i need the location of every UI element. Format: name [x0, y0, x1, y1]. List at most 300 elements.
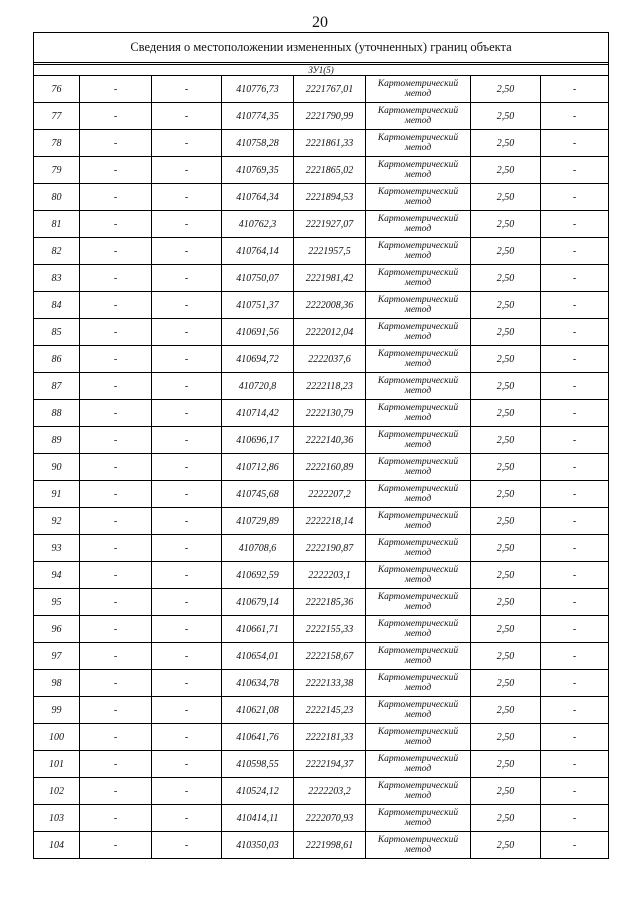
method-line-2: метод	[404, 89, 432, 99]
x-coordinate-cell: 410762,3	[222, 211, 294, 238]
accuracy-cell: 2,50	[471, 292, 541, 319]
col3-cell: -	[152, 670, 222, 697]
y-coordinate-cell: 2222218,14	[294, 508, 366, 535]
method-line-1: Картометрический	[377, 781, 459, 791]
accuracy-cell: 2,50	[471, 751, 541, 778]
col3-cell: -	[152, 373, 222, 400]
accuracy-cell: 2,50	[471, 157, 541, 184]
col2-cell: -	[80, 697, 152, 724]
method-text	[366, 187, 470, 207]
table-row	[34, 535, 609, 562]
table-row	[34, 562, 609, 589]
accuracy-cell: 2,50	[471, 400, 541, 427]
method-text	[366, 133, 470, 153]
col2-cell: -	[80, 238, 152, 265]
col2-cell: -	[80, 265, 152, 292]
point-number-cell: 93	[34, 535, 80, 562]
y-coordinate-cell: 2222181,33	[294, 724, 366, 751]
x-coordinate-cell: 410751,37	[222, 292, 294, 319]
accuracy-cell: 2,50	[471, 454, 541, 481]
col3-cell: -	[152, 319, 222, 346]
col9-cell: -	[541, 238, 609, 265]
method-text	[366, 511, 470, 531]
method-line-2: метод	[404, 170, 432, 180]
accuracy-cell: 2,50	[471, 481, 541, 508]
y-coordinate-cell: 2222207,2	[294, 481, 366, 508]
col2-cell: -	[80, 832, 152, 859]
col2-cell: -	[80, 103, 152, 130]
page-number: 20	[312, 14, 328, 31]
table-row	[34, 670, 609, 697]
table-row	[34, 454, 609, 481]
table-row	[34, 697, 609, 724]
method-line-1: Картометрический	[377, 484, 459, 494]
y-coordinate-cell: 2221767,01	[294, 76, 366, 103]
col3-cell: -	[152, 535, 222, 562]
table-row	[34, 373, 609, 400]
col9-cell: -	[541, 697, 609, 724]
y-coordinate-cell: 2222185,36	[294, 589, 366, 616]
y-coordinate-cell: 2222140,36	[294, 427, 366, 454]
table-row	[34, 724, 609, 751]
col9-cell: -	[541, 346, 609, 373]
method-line-2: метод	[404, 494, 432, 504]
point-number-cell: 103	[34, 805, 80, 832]
y-coordinate-cell: 2222160,89	[294, 454, 366, 481]
col9-cell: -	[541, 643, 609, 670]
method-cell	[366, 76, 471, 103]
table-row	[34, 427, 609, 454]
method-cell	[366, 238, 471, 265]
method-cell	[366, 535, 471, 562]
col2-cell: -	[80, 670, 152, 697]
point-number-cell: 91	[34, 481, 80, 508]
col9-cell: -	[541, 76, 609, 103]
method-line-1: Картометрический	[377, 268, 459, 278]
col2-cell: -	[80, 508, 152, 535]
col9-cell: -	[541, 454, 609, 481]
method-line-2: метод	[404, 359, 432, 369]
point-number-cell: 76	[34, 76, 80, 103]
method-line-1: Картометрический	[377, 295, 459, 305]
method-text	[366, 403, 470, 423]
col9-cell: -	[541, 778, 609, 805]
point-number-cell: 81	[34, 211, 80, 238]
table-row	[34, 751, 609, 778]
x-coordinate-cell: 410729,89	[222, 508, 294, 535]
point-number-cell: 94	[34, 562, 80, 589]
method-line-2: метод	[404, 656, 432, 666]
method-line-2: метод	[404, 251, 432, 261]
x-coordinate-cell: 410524,12	[222, 778, 294, 805]
col2-cell: -	[80, 211, 152, 238]
method-line-1: Картометрический	[377, 700, 459, 710]
method-cell	[366, 130, 471, 157]
table-row	[34, 184, 609, 211]
col3-cell: -	[152, 427, 222, 454]
point-number-cell: 80	[34, 184, 80, 211]
x-coordinate-cell: 410598,55	[222, 751, 294, 778]
point-number-cell: 92	[34, 508, 80, 535]
method-text	[366, 835, 470, 855]
method-text	[366, 484, 470, 504]
method-cell	[366, 508, 471, 535]
accuracy-cell: 2,50	[471, 211, 541, 238]
y-coordinate-cell: 2221981,42	[294, 265, 366, 292]
method-line-2: метод	[404, 413, 432, 423]
x-coordinate-cell: 410714,42	[222, 400, 294, 427]
method-cell	[366, 778, 471, 805]
accuracy-cell: 2,50	[471, 805, 541, 832]
col9-cell: -	[541, 508, 609, 535]
col3-cell: -	[152, 76, 222, 103]
point-number-cell: 100	[34, 724, 80, 751]
method-line-1: Картометрический	[377, 619, 459, 629]
accuracy-cell: 2,50	[471, 832, 541, 859]
accuracy-cell: 2,50	[471, 670, 541, 697]
y-coordinate-cell: 2222130,79	[294, 400, 366, 427]
accuracy-cell: 2,50	[471, 130, 541, 157]
col3-cell: -	[152, 697, 222, 724]
table-row	[34, 157, 609, 184]
point-number-cell: 97	[34, 643, 80, 670]
method-cell	[366, 103, 471, 130]
x-coordinate-cell: 410708,6	[222, 535, 294, 562]
point-number-cell: 95	[34, 589, 80, 616]
method-line-1: Картометрический	[377, 403, 459, 413]
col9-cell: -	[541, 157, 609, 184]
method-cell	[366, 562, 471, 589]
method-line-2: метод	[404, 683, 432, 693]
table-row	[34, 832, 609, 859]
y-coordinate-cell: 2222203,2	[294, 778, 366, 805]
col9-cell: -	[541, 373, 609, 400]
method-line-1: Картометрический	[377, 79, 459, 89]
method-text	[366, 295, 470, 315]
method-line-1: Картометрический	[377, 754, 459, 764]
method-cell	[366, 697, 471, 724]
method-text	[366, 241, 470, 261]
method-text	[366, 781, 470, 801]
x-coordinate-cell: 410350,03	[222, 832, 294, 859]
method-text	[366, 565, 470, 585]
y-coordinate-cell: 2221998,61	[294, 832, 366, 859]
table-row	[34, 778, 609, 805]
point-number-cell: 96	[34, 616, 80, 643]
y-coordinate-cell: 2222012,04	[294, 319, 366, 346]
x-coordinate-cell: 410691,56	[222, 319, 294, 346]
col2-cell: -	[80, 400, 152, 427]
accuracy-cell: 2,50	[471, 562, 541, 589]
col3-cell: -	[152, 454, 222, 481]
table-row	[34, 589, 609, 616]
col9-cell: -	[541, 130, 609, 157]
col9-cell: -	[541, 481, 609, 508]
method-text	[366, 619, 470, 639]
method-cell	[366, 751, 471, 778]
table-row	[34, 265, 609, 292]
point-number-cell: 78	[34, 130, 80, 157]
col3-cell: -	[152, 103, 222, 130]
method-line-2: метод	[404, 548, 432, 558]
x-coordinate-cell: 410694,72	[222, 346, 294, 373]
col3-cell: -	[152, 211, 222, 238]
accuracy-cell: 2,50	[471, 535, 541, 562]
y-coordinate-cell: 2221894,53	[294, 184, 366, 211]
method-line-1: Картометрический	[377, 727, 459, 737]
method-line-1: Картометрический	[377, 133, 459, 143]
col3-cell: -	[152, 346, 222, 373]
method-line-2: метод	[404, 764, 432, 774]
point-number-cell: 77	[34, 103, 80, 130]
table-row	[34, 238, 609, 265]
method-text	[366, 268, 470, 288]
method-line-1: Картометрический	[377, 808, 459, 818]
method-line-2: метод	[404, 332, 432, 342]
accuracy-cell: 2,50	[471, 265, 541, 292]
col9-cell: -	[541, 562, 609, 589]
col2-cell: -	[80, 373, 152, 400]
point-number-cell: 86	[34, 346, 80, 373]
method-line-2: метод	[404, 521, 432, 531]
table-row	[34, 400, 609, 427]
col3-cell: -	[152, 481, 222, 508]
table-row	[34, 319, 609, 346]
x-coordinate-cell: 410764,14	[222, 238, 294, 265]
x-coordinate-cell: 410769,35	[222, 157, 294, 184]
method-cell	[366, 400, 471, 427]
method-line-2: метод	[404, 467, 432, 477]
method-cell	[366, 805, 471, 832]
method-line-1: Картометрический	[377, 457, 459, 467]
accuracy-cell: 2,50	[471, 589, 541, 616]
y-coordinate-cell: 2222194,37	[294, 751, 366, 778]
method-line-1: Картометрический	[377, 349, 459, 359]
x-coordinate-cell: 410758,28	[222, 130, 294, 157]
point-number-cell: 98	[34, 670, 80, 697]
accuracy-cell: 2,50	[471, 427, 541, 454]
col2-cell: -	[80, 535, 152, 562]
table-title: Сведения о местоположении измененных (уточненных) границ объекта	[34, 33, 609, 63]
accuracy-cell: 2,50	[471, 76, 541, 103]
col2-cell: -	[80, 76, 152, 103]
col2-cell: -	[80, 130, 152, 157]
section-label: ЗУ1(5)	[34, 65, 609, 76]
col9-cell: -	[541, 535, 609, 562]
method-line-1: Картометрический	[377, 430, 459, 440]
x-coordinate-cell: 410692,59	[222, 562, 294, 589]
method-line-2: метод	[404, 845, 432, 855]
col2-cell: -	[80, 184, 152, 211]
method-text	[366, 79, 470, 99]
method-text	[366, 808, 470, 828]
col2-cell: -	[80, 481, 152, 508]
col9-cell: -	[541, 832, 609, 859]
y-coordinate-cell: 2221927,07	[294, 211, 366, 238]
col2-cell: -	[80, 346, 152, 373]
method-text	[366, 727, 470, 747]
method-cell	[366, 643, 471, 670]
point-number-cell: 85	[34, 319, 80, 346]
method-line-2: метод	[404, 116, 432, 126]
method-line-1: Картометрический	[377, 592, 459, 602]
col3-cell: -	[152, 400, 222, 427]
method-cell	[366, 157, 471, 184]
accuracy-cell: 2,50	[471, 697, 541, 724]
y-coordinate-cell: 2222158,67	[294, 643, 366, 670]
method-cell	[366, 589, 471, 616]
method-cell	[366, 724, 471, 751]
x-coordinate-cell: 410720,8	[222, 373, 294, 400]
y-coordinate-cell: 2221865,02	[294, 157, 366, 184]
point-number-cell: 88	[34, 400, 80, 427]
col9-cell: -	[541, 292, 609, 319]
point-number-cell: 99	[34, 697, 80, 724]
accuracy-cell: 2,50	[471, 616, 541, 643]
y-coordinate-cell: 2222037,6	[294, 346, 366, 373]
method-line-2: метод	[404, 224, 432, 234]
col2-cell: -	[80, 562, 152, 589]
col3-cell: -	[152, 562, 222, 589]
point-number-cell: 89	[34, 427, 80, 454]
accuracy-cell: 2,50	[471, 778, 541, 805]
method-cell	[366, 265, 471, 292]
table-row	[34, 643, 609, 670]
x-coordinate-cell: 410634,78	[222, 670, 294, 697]
method-line-2: метод	[404, 278, 432, 288]
method-line-1: Картометрический	[377, 673, 459, 683]
col2-cell: -	[80, 157, 152, 184]
method-text	[366, 700, 470, 720]
table-row	[34, 508, 609, 535]
x-coordinate-cell: 410654,01	[222, 643, 294, 670]
method-line-2: метод	[404, 575, 432, 585]
y-coordinate-cell: 2221861,33	[294, 130, 366, 157]
method-text	[366, 376, 470, 396]
method-text	[366, 160, 470, 180]
method-line-2: метод	[404, 197, 432, 207]
point-number-cell: 104	[34, 832, 80, 859]
y-coordinate-cell: 2222145,23	[294, 697, 366, 724]
method-line-2: метод	[404, 305, 432, 315]
col9-cell: -	[541, 400, 609, 427]
col3-cell: -	[152, 643, 222, 670]
method-cell	[366, 481, 471, 508]
col9-cell: -	[541, 589, 609, 616]
x-coordinate-cell: 410776,73	[222, 76, 294, 103]
method-line-2: метод	[404, 386, 432, 396]
y-coordinate-cell: 2222133,38	[294, 670, 366, 697]
table-row	[34, 103, 609, 130]
method-cell	[366, 454, 471, 481]
col3-cell: -	[152, 238, 222, 265]
table-row	[34, 616, 609, 643]
method-text	[366, 457, 470, 477]
method-line-1: Картометрический	[377, 160, 459, 170]
col9-cell: -	[541, 103, 609, 130]
col9-cell: -	[541, 319, 609, 346]
accuracy-cell: 2,50	[471, 319, 541, 346]
x-coordinate-cell: 410621,08	[222, 697, 294, 724]
col2-cell: -	[80, 778, 152, 805]
method-line-2: метод	[404, 629, 432, 639]
method-cell	[366, 832, 471, 859]
method-line-2: метод	[404, 818, 432, 828]
col2-cell: -	[80, 724, 152, 751]
method-line-2: метод	[404, 710, 432, 720]
col2-cell: -	[80, 643, 152, 670]
accuracy-cell: 2,50	[471, 508, 541, 535]
point-number-cell: 83	[34, 265, 80, 292]
col9-cell: -	[541, 724, 609, 751]
col2-cell: -	[80, 589, 152, 616]
y-coordinate-cell: 2221790,99	[294, 103, 366, 130]
method-cell	[366, 346, 471, 373]
col3-cell: -	[152, 751, 222, 778]
x-coordinate-cell: 410745,68	[222, 481, 294, 508]
col3-cell: -	[152, 157, 222, 184]
x-coordinate-cell: 410696,17	[222, 427, 294, 454]
col9-cell: -	[541, 184, 609, 211]
x-coordinate-cell: 410661,71	[222, 616, 294, 643]
point-number-cell: 101	[34, 751, 80, 778]
col2-cell: -	[80, 454, 152, 481]
point-number-cell: 90	[34, 454, 80, 481]
x-coordinate-cell: 410750,07	[222, 265, 294, 292]
x-coordinate-cell: 410414,11	[222, 805, 294, 832]
method-text	[366, 349, 470, 369]
method-cell	[366, 211, 471, 238]
point-number-cell: 79	[34, 157, 80, 184]
col9-cell: -	[541, 805, 609, 832]
method-line-1: Картометрический	[377, 187, 459, 197]
x-coordinate-cell: 410712,86	[222, 454, 294, 481]
method-text	[366, 214, 470, 234]
col3-cell: -	[152, 184, 222, 211]
y-coordinate-cell: 2222203,1	[294, 562, 366, 589]
method-text	[366, 592, 470, 612]
x-coordinate-cell: 410679,14	[222, 589, 294, 616]
method-cell	[366, 427, 471, 454]
col9-cell: -	[541, 211, 609, 238]
y-coordinate-cell: 2222008,36	[294, 292, 366, 319]
col2-cell: -	[80, 616, 152, 643]
col2-cell: -	[80, 292, 152, 319]
col3-cell: -	[152, 589, 222, 616]
accuracy-cell: 2,50	[471, 724, 541, 751]
col9-cell: -	[541, 751, 609, 778]
y-coordinate-cell: 2222070,93	[294, 805, 366, 832]
boundary-coordinates-table	[33, 32, 609, 859]
y-coordinate-cell: 2221957,5	[294, 238, 366, 265]
method-line-2: метод	[404, 791, 432, 801]
col3-cell: -	[152, 292, 222, 319]
col2-cell: -	[80, 427, 152, 454]
method-line-2: метод	[404, 737, 432, 747]
col3-cell: -	[152, 832, 222, 859]
col3-cell: -	[152, 778, 222, 805]
table-row	[34, 211, 609, 238]
point-number-cell: 82	[34, 238, 80, 265]
accuracy-cell: 2,50	[471, 184, 541, 211]
method-cell	[366, 373, 471, 400]
col2-cell: -	[80, 805, 152, 832]
method-text	[366, 673, 470, 693]
col9-cell: -	[541, 265, 609, 292]
x-coordinate-cell: 410774,35	[222, 103, 294, 130]
method-cell	[366, 670, 471, 697]
col2-cell: -	[80, 319, 152, 346]
